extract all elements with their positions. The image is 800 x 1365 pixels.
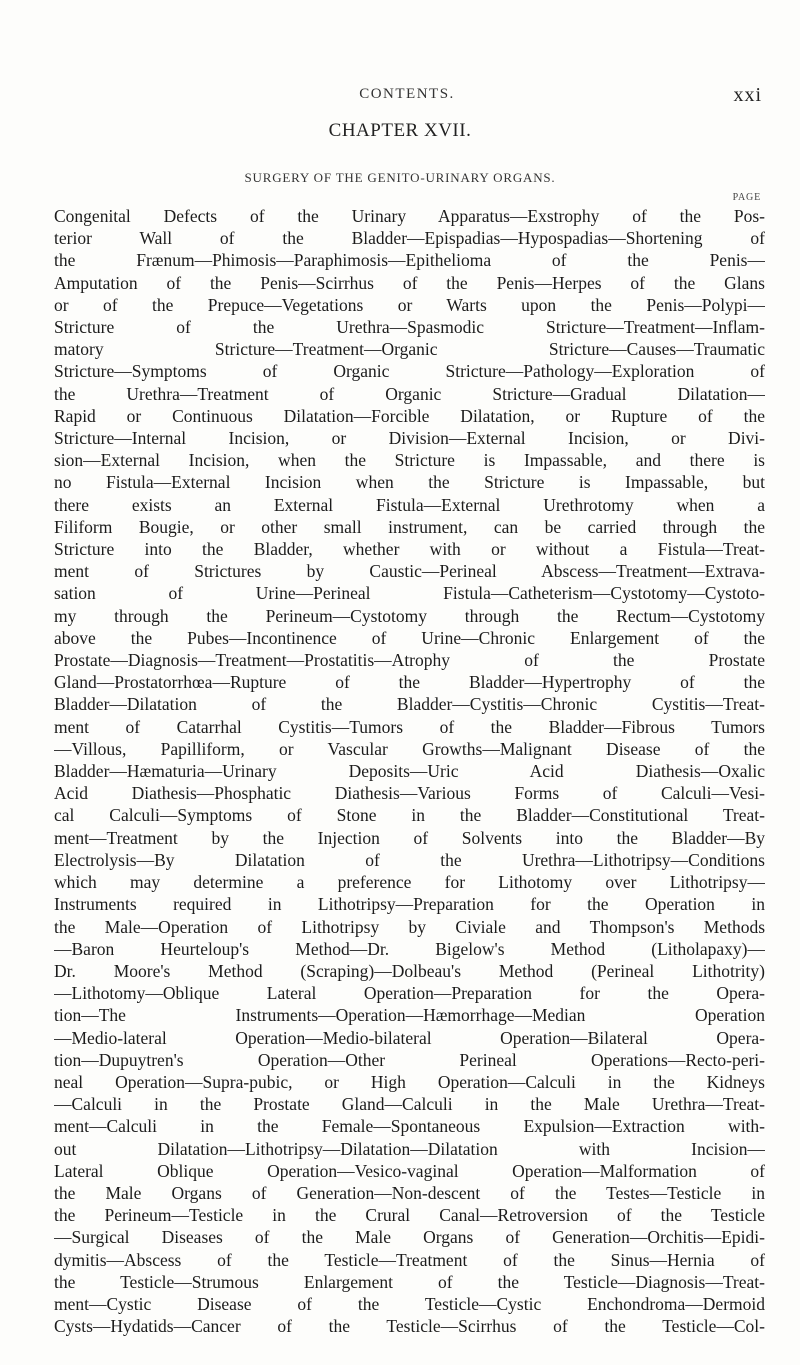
text-line: Prostate—Diagnosis—Treatment—Prostatitis—Atrophy of the Prostate <box>54 650 765 671</box>
text-line: matory Stricture—Treatment—Organic Stricture—Causes—Traumatic <box>54 339 765 360</box>
text-line: —Surgical Diseases of the Male Organs of Generation—Orchitis—Epidi- <box>54 1227 765 1248</box>
text-line: the Male Organs of Generation—Non-descent of the Testes—Testicle in <box>54 1182 765 1203</box>
text-line: the Male—Operation of Lithotripsy by Civiale and Thompson's Methods <box>54 916 765 937</box>
text-line: neal Operation—Supra-pubic, or High Operation—Calculi in the Kidneys <box>54 1071 765 1092</box>
text-line: Cysts—Hydatids—Cancer of the Testicle—Scirrhus of the Testicle—Col- <box>54 1316 765 1337</box>
text-line: Instruments required in Lithotripsy—Preparation for the Operation in <box>54 894 765 915</box>
text-line: sion—External Incision, when the Stricture is Impassable, and there is <box>54 450 765 471</box>
text-line: Electrolysis—By Dilatation of the Urethra—Lithotripsy—Conditions <box>54 849 765 870</box>
text-line: dymitis—Abscess of the Testicle—Treatment of the Sinus—Hernia of <box>54 1249 765 1270</box>
page-column-label: PAGE <box>732 192 761 203</box>
text-line: Gland—Prostatorrhœa—Rupture of the Bladder—Hypertrophy of the <box>54 672 765 693</box>
text-line: —Baron Heurteloup's Method—Dr. Bigelow's Method (Litholapaxy)— <box>54 938 765 959</box>
chapter-subtitle: SURGERY OF THE GENITO-URINARY ORGANS. <box>244 170 556 185</box>
text-line: Filiform Bougie, or other small instrument, can be carried through the <box>54 516 765 537</box>
text-line: Rapid or Continuous Dilatation—Forcible Dilatation, or Rupture of the <box>54 405 765 426</box>
text-line: ment—Treatment by the Injection of Solvents into the Bladder—By <box>54 827 765 848</box>
text-line: sation of Urine—Perineal Fistula—Catheterism—Cystotomy—Cystoto- <box>54 583 765 604</box>
running-head <box>52 86 762 108</box>
text-line: the Urethra—Treatment of Organic Stricture—Gradual Dilatation— <box>54 383 765 404</box>
text-line: —Calculi in the Prostate Gland—Calculi in the Male Urethra—Treat- <box>54 1094 765 1115</box>
text-line: which may determine a preference for Lithotomy over Lithotripsy— <box>54 872 765 893</box>
text-line: Acid Diathesis—Phosphatic Diathesis—Various Forms of Calculi—Vesi- <box>54 783 765 804</box>
text-line: or of the Prepuce—Vegetations or Warts upon the Penis—Polypi— <box>54 294 765 315</box>
text-line: Stricture—Internal Incision, or Division—External Incision, or Divi- <box>54 428 765 449</box>
chapter-heading: CHAPTER XVII. <box>328 120 472 141</box>
text-line: above the Pubes—Incontinence of Urine—Chronic Enlargement of the <box>54 627 765 648</box>
text-line: Bladder—Hæmaturia—Urinary Deposits—Uric Acid Diathesis—Oxalic <box>54 761 765 782</box>
text-line: —Medio-lateral Operation—Medio-bilateral Operation—Bilateral Opera- <box>54 1027 765 1048</box>
text-line: ment of Strictures by Caustic—Perineal Abscess—Treatment—Extrava- <box>54 561 765 582</box>
chapter-contents-paragraph <box>54 205 765 1337</box>
text-line: Stricture of the Urethra—Spasmodic Stricture—Treatment—Inflam- <box>54 317 765 338</box>
text-line: tion—Dupuytren's Operation—Other Perineal Operations—Recto-peri- <box>54 1049 765 1070</box>
text-line: there exists an External Fistula—External Urethrotomy when a <box>54 494 765 515</box>
text-line: the Frænum—Phimosis—Paraphimosis—Epithelioma of the Penis— <box>54 250 765 271</box>
text-line: the Perineum—Testicle in the Crural Canal—Retroversion of the Testicle <box>54 1205 765 1226</box>
text-line: tion—The Instruments—Operation—Hæmorrhage—Median Operation <box>54 1005 765 1026</box>
text-line: —Villous, Papilliform, or Vascular Growths—Malignant Disease of the <box>54 738 765 759</box>
text-line: Dr. Moore's Method (Scraping)—Dolbeau's Method (Perineal Lithotrity) <box>54 960 765 981</box>
text-line: ment of Catarrhal Cystitis—Tumors of the Bladder—Fibrous Tumors <box>54 716 765 737</box>
text-line: Bladder—Dilatation of the Bladder—Cystitis—Chronic Cystitis—Treat- <box>54 694 765 715</box>
text-line: no Fistula—External Incision when the Stricture is Impassable, but <box>54 472 765 493</box>
text-line: Lateral Oblique Operation—Vesico-vaginal Operation—Malformation of <box>54 1160 765 1181</box>
text-line: the Testicle—Strumous Enlargement of the Testicle—Diagnosis—Treat- <box>54 1271 765 1292</box>
text-line: Stricture—Symptoms of Organic Stricture—Pathology—Exploration of <box>54 361 765 382</box>
text-line: my through the Perineum—Cystotomy through the Rectum—Cystotomy <box>54 605 765 626</box>
text-line: cal Calculi—Symptoms of Stone in the Bladder—Constitutional Treat- <box>54 805 765 826</box>
page-number: xxi <box>733 84 762 106</box>
text-line: terior Wall of the Bladder—Epispadias—Hypospadias—Shortening of <box>54 228 765 249</box>
running-title: CONTENTS. <box>359 86 455 102</box>
text-line: out Dilatation—Lithotripsy—Dilatation—Dilatation with Incision— <box>54 1138 765 1159</box>
text-line: Stricture into the Bladder, whether with or without a Fistula—Treat- <box>54 539 765 560</box>
text-line: Amputation of the Penis—Scirrhus of the Penis—Herpes of the Glans <box>54 272 765 293</box>
text-line: Congenital Defects of the Urinary Apparatus—Exstrophy of the Pos- <box>54 206 765 226</box>
text-line: —Lithotomy—Oblique Lateral Operation—Preparation for the Opera- <box>54 983 765 1004</box>
text-line: ment—Calculi in the Female—Spontaneous Expulsion—Extraction with- <box>54 1116 765 1137</box>
text-line: ment—Cystic Disease of the Testicle—Cystic Enchondroma—Dermoid <box>54 1293 765 1314</box>
